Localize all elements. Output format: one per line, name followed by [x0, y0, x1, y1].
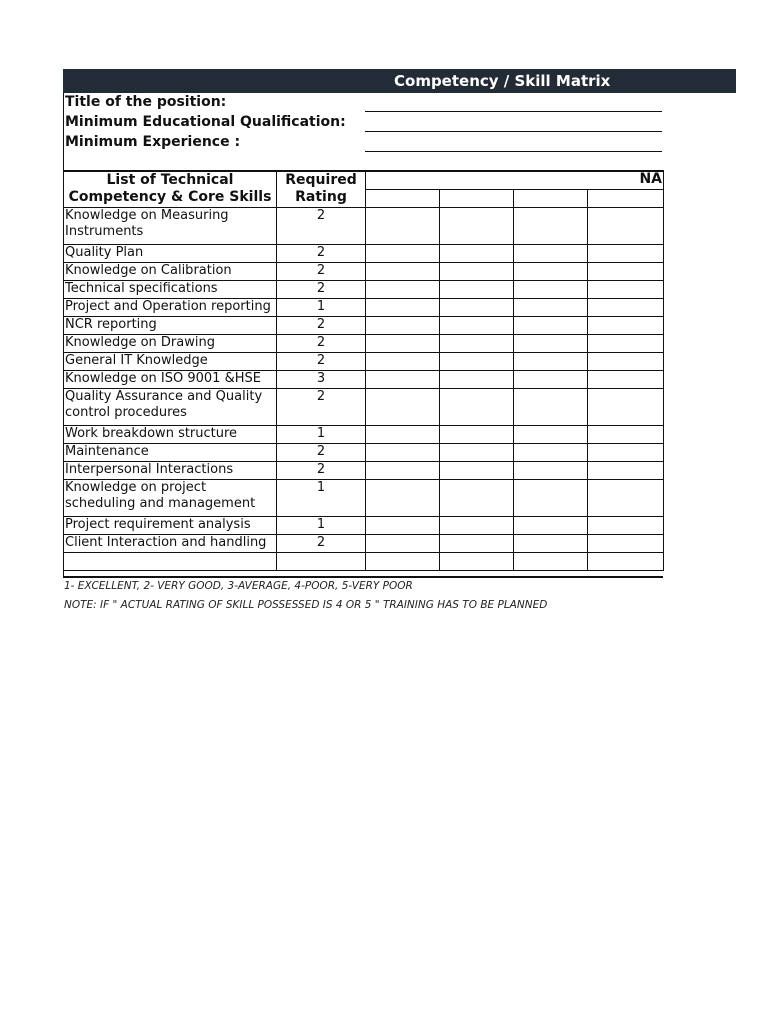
rating-entry-cell[interactable]	[514, 299, 588, 317]
rating-entry-cell[interactable]	[588, 335, 664, 353]
rating-entry-cell[interactable]	[440, 444, 514, 462]
rating-entry-cell[interactable]	[366, 371, 440, 389]
table-row	[64, 245, 664, 263]
rating-entry-cell[interactable]	[440, 335, 514, 353]
required-rating-cell: 1	[277, 426, 366, 444]
rating-entry-cell[interactable]	[514, 263, 588, 281]
table-row	[64, 281, 664, 299]
rating-entry-cell[interactable]	[366, 389, 440, 426]
table-row	[64, 335, 664, 353]
required-rating-cell: 2	[277, 444, 366, 462]
skill-matrix-table	[63, 170, 664, 571]
qualification-label: Minimum Educational Qualification:	[65, 114, 346, 130]
rating-entry-cell[interactable]	[588, 535, 664, 553]
rating-entry-cell[interactable]	[440, 245, 514, 263]
rating-entry-cell[interactable]	[588, 426, 664, 444]
required-rating-column-header: Required Rating	[277, 171, 366, 208]
rating-entry-cell[interactable]	[588, 353, 664, 371]
required-rating-cell: 1	[277, 517, 366, 535]
rating-entry-cell[interactable]	[514, 535, 588, 553]
rating-entry-cell[interactable]	[440, 389, 514, 426]
rating-header-cell	[366, 190, 440, 208]
rating-entry-cell[interactable]	[440, 281, 514, 299]
table-top-rule	[63, 170, 663, 172]
rating-entry-cell[interactable]	[366, 245, 440, 263]
rating-entry-cell[interactable]	[588, 245, 664, 263]
rating-legend: 1- EXCELLENT, 2- VERY GOOD, 3-AVERAGE, 4-POOR, 5-VERY POOR	[64, 580, 413, 592]
page-title: Competency / Skill Matrix	[394, 72, 611, 90]
rating-entry-cell[interactable]	[588, 371, 664, 389]
skill-name-cell: Project requirement analysis	[64, 517, 277, 535]
rating-entry-cell[interactable]	[440, 299, 514, 317]
skill-name-cell: Quality Assurance and Quality control procedures	[64, 389, 277, 426]
rating-entry-cell[interactable]	[366, 517, 440, 535]
rating-entry-cell[interactable]	[366, 444, 440, 462]
rating-entry-cell[interactable]	[588, 444, 664, 462]
required-rating-cell: 2	[277, 208, 366, 245]
table-row	[64, 444, 664, 462]
rating-entry-cell[interactable]	[514, 389, 588, 426]
rating-entry-cell[interactable]	[588, 462, 664, 480]
rating-entry-cell[interactable]	[440, 263, 514, 281]
skill-name-cell: Knowledge on project scheduling and management	[64, 480, 277, 517]
skill-name-cell: Project and Operation reporting	[64, 299, 277, 317]
skill-name-cell: Knowledge on Calibration	[64, 263, 277, 281]
rating-entry-cell[interactable]	[440, 353, 514, 371]
rating-entry-cell[interactable]	[514, 335, 588, 353]
empty-cell[interactable]	[277, 553, 366, 571]
position-title-line[interactable]	[365, 111, 662, 112]
table-row	[64, 480, 664, 517]
table-row	[64, 208, 664, 245]
rating-entry-cell[interactable]	[440, 462, 514, 480]
skill-name-cell: Interpersonal Interactions	[64, 462, 277, 480]
rating-entry-cell[interactable]	[366, 426, 440, 444]
experience-line[interactable]	[365, 151, 662, 152]
required-rating-cell: 2	[277, 353, 366, 371]
rating-entry-cell[interactable]	[366, 317, 440, 335]
empty-cell[interactable]	[64, 553, 277, 571]
rating-entry-cell[interactable]	[514, 281, 588, 299]
rating-entry-cell[interactable]	[588, 263, 664, 281]
rating-entry-cell[interactable]	[366, 335, 440, 353]
rating-entry-cell[interactable]	[588, 517, 664, 535]
table-row	[64, 517, 664, 535]
required-rating-cell: 2	[277, 389, 366, 426]
position-title-label: Title of the position:	[65, 94, 227, 110]
rating-entry-cell[interactable]	[514, 462, 588, 480]
required-rating-cell: 2	[277, 263, 366, 281]
skill-column-header: List of Technical Competency & Core Skills	[64, 171, 277, 208]
skill-name-cell: Client Interaction and handling	[64, 535, 277, 553]
table-row	[64, 353, 664, 371]
required-rating-cell: 2	[277, 462, 366, 480]
table-row	[64, 299, 664, 317]
skill-name-cell: Technical specifications	[64, 281, 277, 299]
experience-label: Minimum Experience :	[65, 134, 241, 150]
rating-entry-cell[interactable]	[440, 317, 514, 335]
rating-entry-cell[interactable]	[366, 281, 440, 299]
empty-cell[interactable]	[514, 553, 588, 571]
skill-name-cell: Work breakdown structure	[64, 426, 277, 444]
rating-entry-cell[interactable]	[366, 535, 440, 553]
rating-entry-cell[interactable]	[440, 371, 514, 389]
rating-entry-cell[interactable]	[366, 462, 440, 480]
rating-header-cell	[440, 190, 514, 208]
required-rating-cell: 2	[277, 281, 366, 299]
rating-entry-cell[interactable]	[588, 281, 664, 299]
rating-entry-cell[interactable]	[588, 389, 664, 426]
rating-header-cell	[588, 190, 664, 208]
rating-entry-cell[interactable]	[366, 263, 440, 281]
skill-name-cell: Knowledge on Measuring Instruments	[64, 208, 277, 245]
na-column-header: NA	[366, 171, 664, 190]
rating-entry-cell[interactable]	[440, 480, 514, 517]
table-bottom-rule	[63, 576, 663, 578]
empty-cell[interactable]	[588, 553, 664, 571]
rating-entry-cell[interactable]	[440, 208, 514, 245]
skill-name-cell: Quality Plan	[64, 245, 277, 263]
required-rating-cell: 3	[277, 371, 366, 389]
required-rating-cell: 1	[277, 480, 366, 517]
rating-entry-cell[interactable]	[514, 480, 588, 517]
table-row	[64, 426, 664, 444]
rating-entry-cell[interactable]	[514, 208, 588, 245]
rating-entry-cell[interactable]	[514, 317, 588, 335]
rating-entry-cell[interactable]	[514, 371, 588, 389]
skill-name-cell: General IT Knowledge	[64, 353, 277, 371]
rating-entry-cell[interactable]	[366, 299, 440, 317]
required-rating-cell: 2	[277, 245, 366, 263]
table-row	[64, 371, 664, 389]
rating-entry-cell[interactable]	[440, 517, 514, 535]
rating-entry-cell[interactable]	[588, 208, 664, 245]
rating-entry-cell[interactable]	[588, 480, 664, 517]
table-row	[64, 317, 664, 335]
table-row	[64, 462, 664, 480]
rating-entry-cell[interactable]	[514, 353, 588, 371]
skill-rows	[64, 208, 664, 571]
qualification-line[interactable]	[365, 131, 662, 132]
rating-entry-cell[interactable]	[514, 245, 588, 263]
skill-name-cell: Maintenance	[64, 444, 277, 462]
rating-entry-cell[interactable]	[588, 299, 664, 317]
empty-cell[interactable]	[440, 553, 514, 571]
required-rating-cell: 2	[277, 335, 366, 353]
rating-header-cell	[514, 190, 588, 208]
required-rating-cell: 1	[277, 299, 366, 317]
rating-entry-cell[interactable]	[366, 208, 440, 245]
required-rating-cell: 2	[277, 317, 366, 335]
skill-name-cell: NCR reporting	[64, 317, 277, 335]
rating-entry-cell[interactable]	[366, 480, 440, 517]
rating-entry-cell[interactable]	[440, 426, 514, 444]
empty-cell[interactable]	[366, 553, 440, 571]
rating-entry-cell[interactable]	[514, 426, 588, 444]
training-note: NOTE: IF " ACTUAL RATING OF SKILL POSSESSED IS 4 OR 5 " TRAINING HAS TO BE PLANNED	[64, 599, 548, 611]
rating-entry-cell[interactable]	[514, 444, 588, 462]
rating-entry-cell[interactable]	[588, 317, 664, 335]
rating-entry-cell[interactable]	[440, 535, 514, 553]
table-row	[64, 535, 664, 553]
table-row	[64, 553, 664, 571]
table-row	[64, 263, 664, 281]
rating-entry-cell[interactable]	[366, 353, 440, 371]
skill-name-cell: Knowledge on Drawing	[64, 335, 277, 353]
required-rating-cell: 2	[277, 535, 366, 553]
skill-name-cell: Knowledge on ISO 9001 &HSE	[64, 371, 277, 389]
table-row	[64, 389, 664, 426]
rating-entry-cell[interactable]	[514, 517, 588, 535]
